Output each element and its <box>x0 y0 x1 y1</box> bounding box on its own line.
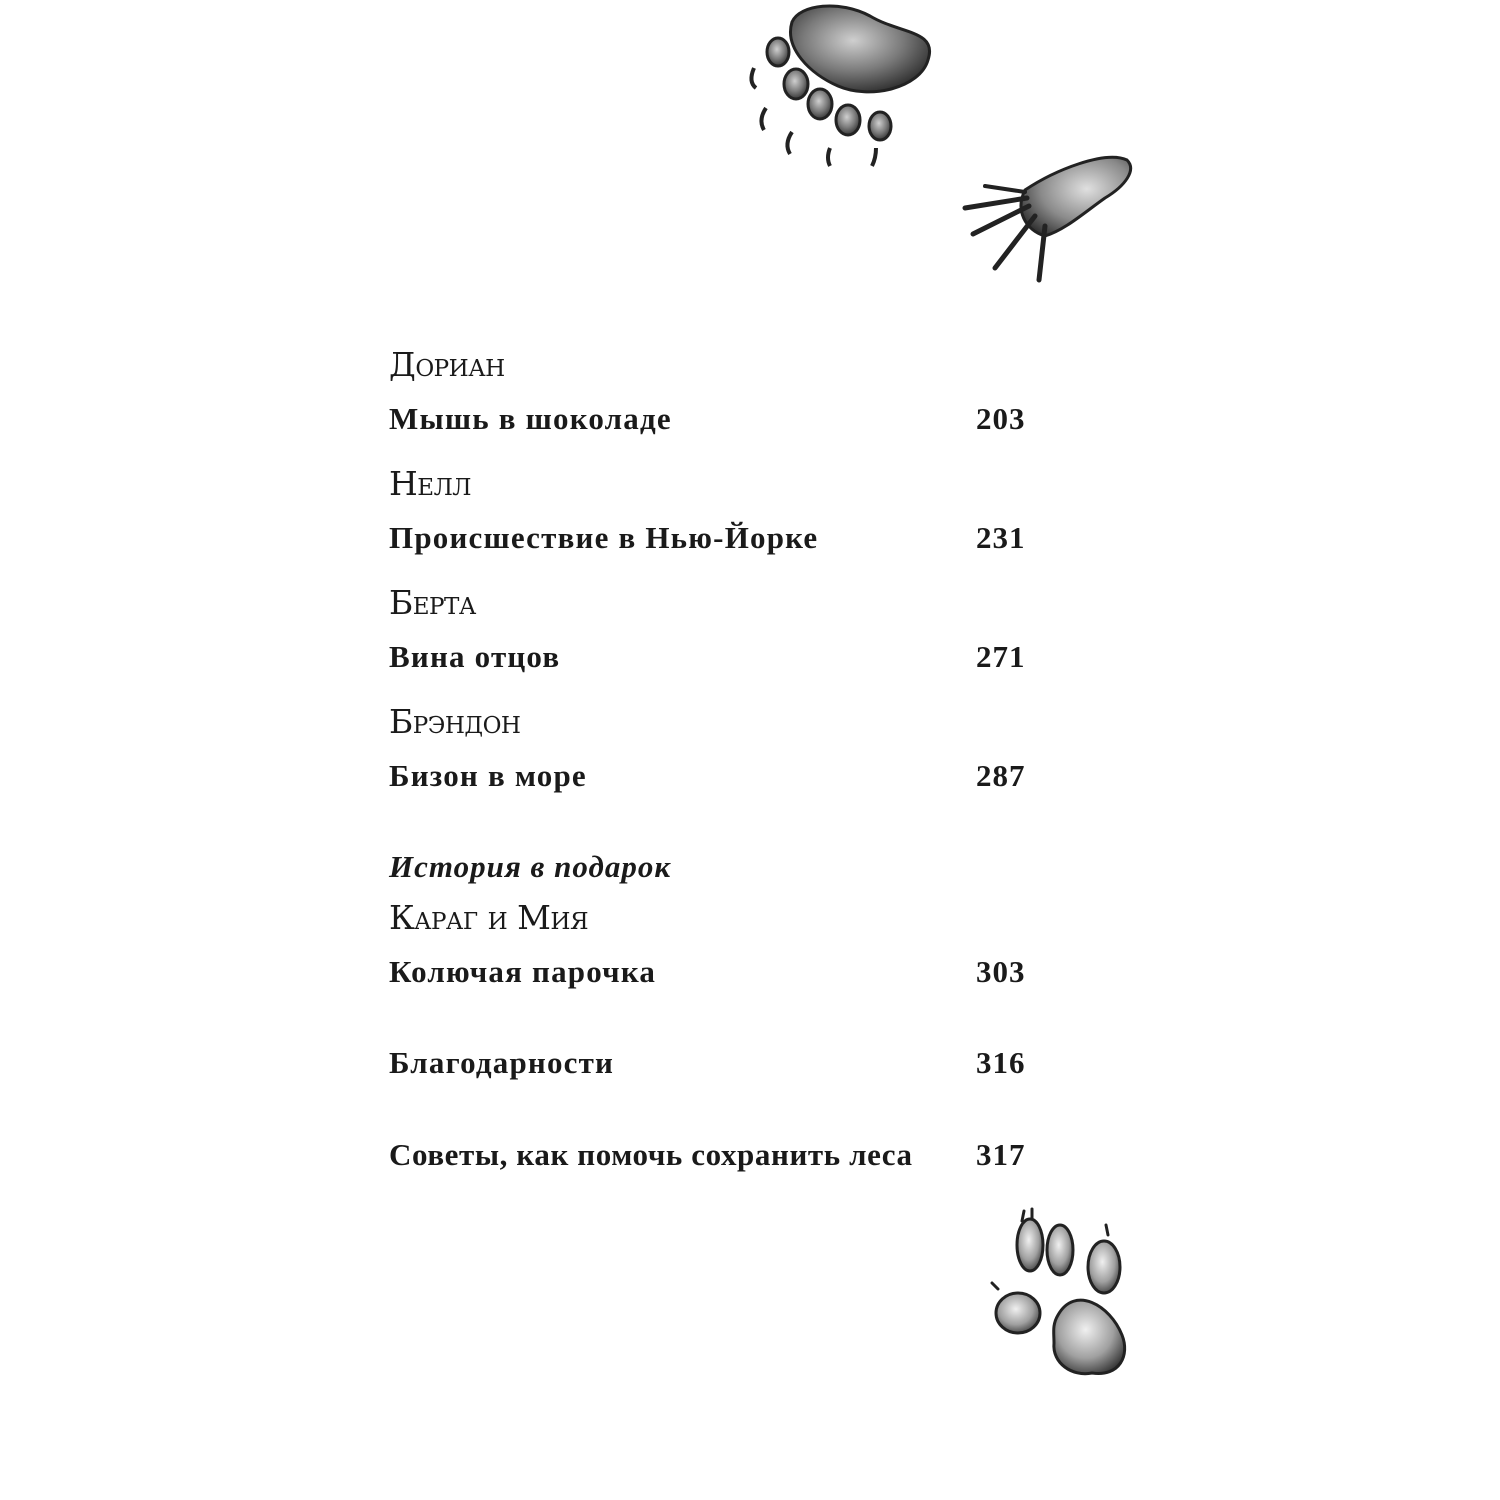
chapter-title: Происшествие в Нью-Йорке <box>389 520 819 555</box>
chapter-title: Вина отцов <box>389 639 561 674</box>
acknowledgements-title: Благодарности <box>389 1045 615 1080</box>
chapter-title: Колючая парочка <box>389 954 657 989</box>
page-number: 287 <box>976 758 1026 793</box>
page-number: 316 <box>976 1045 1026 1080</box>
chapter-title: Мышь в шоколаде <box>389 401 672 436</box>
character-name: Брэндон <box>389 702 521 741</box>
character-name: Нелл <box>389 464 471 503</box>
page-number: 317 <box>976 1137 1026 1172</box>
page-number: 303 <box>976 954 1026 989</box>
character-name: Дориан <box>389 345 505 384</box>
bonus-heading: История в подарок <box>389 849 672 884</box>
page-number: 231 <box>976 520 1026 555</box>
tips-title: Советы, как помочь сохранить леса <box>389 1137 913 1172</box>
page-number: 271 <box>976 639 1026 674</box>
character-name: Берта <box>389 583 476 622</box>
chapter-title: Бизон в море <box>389 758 587 793</box>
page-number: 203 <box>976 401 1026 436</box>
character-name: Караг и Мия <box>389 898 589 937</box>
